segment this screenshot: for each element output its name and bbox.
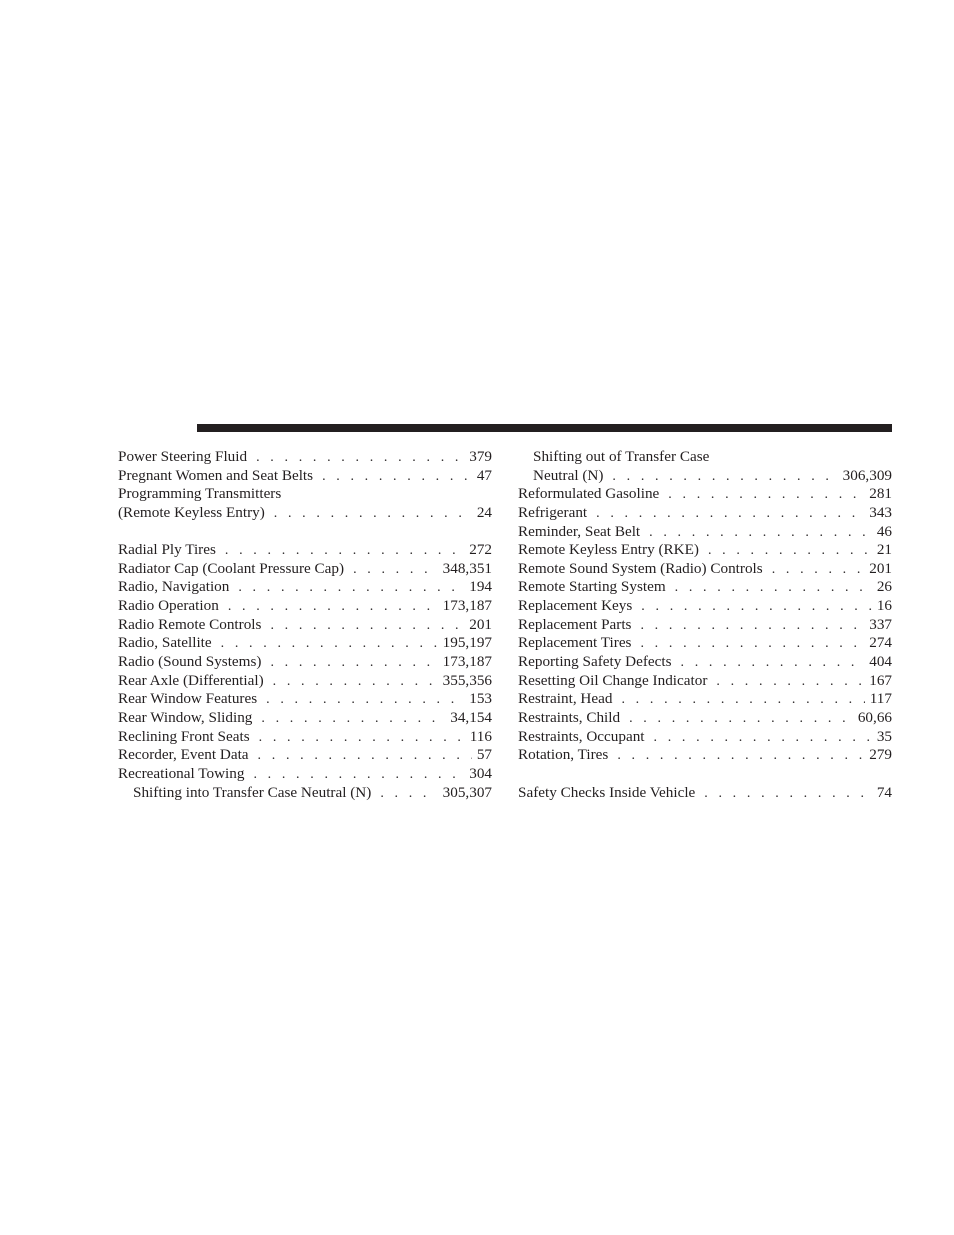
index-term: Power Steering Fluid [118, 448, 248, 465]
page-number: 194 [469, 578, 492, 596]
index-term: Recreational Towing [118, 764, 245, 782]
index-entry [518, 560, 892, 579]
index-term: Reminder, Seat Belt [518, 522, 641, 540]
dot-leader [253, 766, 464, 785]
index-entry [518, 653, 892, 672]
index-entry [518, 784, 892, 803]
dot-leader [353, 561, 438, 580]
dot-leader [641, 598, 872, 617]
page-number: 57 [476, 746, 492, 764]
page-number: 304 [469, 764, 492, 782]
page-number: 201 [869, 559, 892, 577]
index-entry [118, 485, 492, 504]
dot-leader [640, 617, 864, 636]
dot-leader [221, 635, 438, 654]
index-entry [518, 467, 892, 486]
header-rule [197, 424, 892, 432]
index-entry [118, 690, 492, 709]
index-entry [518, 597, 892, 616]
index-entry [518, 504, 892, 523]
page-number: 348,351 [442, 559, 492, 577]
index-entry [518, 709, 892, 728]
dot-leader [238, 579, 464, 598]
index-term: Resetting Oil Change Indicator [518, 671, 708, 689]
index-term: Refrigerant [518, 503, 588, 521]
page-number: 343 [869, 503, 892, 521]
dot-leader [270, 654, 437, 673]
page-number: 60,66 [857, 708, 892, 726]
section-gap [518, 765, 892, 784]
index-term: Shifting out of Transfer Case [533, 448, 710, 465]
page-number: 46 [876, 522, 892, 540]
index-term: Reclining Front Seats [118, 727, 250, 745]
index-entry [118, 578, 492, 597]
dot-leader [273, 673, 438, 692]
page-number: 337 [869, 615, 892, 633]
dot-leader [704, 785, 872, 804]
index-term: Rotation, Tires [518, 746, 609, 764]
index-entry [118, 504, 492, 523]
dot-leader [322, 468, 472, 487]
index-term: Radio Remote Controls [118, 615, 262, 633]
index-term: Radio, Satellite [118, 634, 212, 652]
page-number: 279 [869, 746, 892, 764]
index-column-left [118, 448, 492, 802]
index-term: Restraints, Occupant [518, 727, 645, 745]
index-term: Radio (Sound Systems) [118, 653, 262, 671]
index-term: Rear Axle (Differential) [118, 671, 264, 689]
index-term: Remote Keyless Entry (RKE) [518, 541, 699, 559]
index-entry [518, 690, 892, 709]
page-number: 355,356 [442, 671, 492, 689]
index-entry [518, 672, 892, 691]
page-number: 16 [876, 597, 892, 615]
index-term: Radio Operation [118, 597, 219, 615]
index-term: Rear Window Features [118, 690, 258, 708]
index-term: Reporting Safety Defects [518, 653, 672, 671]
page-number: 404 [869, 653, 892, 671]
page-number: 379 [469, 448, 492, 465]
index-term: Restraints, Child [518, 708, 621, 726]
page-number: 274 [869, 634, 892, 652]
index-entry [518, 578, 892, 597]
page-number: 201 [469, 615, 492, 633]
index-term: Rear Window, Sliding [118, 708, 253, 726]
page-number: 173,187 [442, 653, 492, 671]
index-entry [518, 523, 892, 542]
page-number: 153 [469, 690, 492, 708]
page-number: 167 [869, 671, 892, 689]
page-number: 281 [869, 485, 892, 503]
page-number: 272 [469, 541, 492, 559]
index-term: Shifting into Transfer Case Neutral (N) [133, 783, 372, 801]
dot-leader [716, 673, 864, 692]
index-term: Radial Ply Tires [118, 541, 216, 559]
index-term: Safety Checks Inside Vehicle [518, 783, 696, 801]
index-term: Radio, Navigation [118, 578, 230, 596]
index-entry [118, 709, 492, 728]
page-number: 173,187 [442, 597, 492, 615]
dot-leader [596, 505, 864, 524]
index-entry [118, 597, 492, 616]
page-number: 26 [876, 578, 892, 596]
index-entry [118, 784, 492, 803]
page-number: 306,309 [842, 466, 892, 484]
page-number: 21 [876, 541, 892, 559]
index-entry [118, 672, 492, 691]
dot-leader [772, 561, 865, 580]
index-term: Remote Sound System (Radio) Controls [518, 559, 763, 577]
index-entry [118, 467, 492, 486]
dot-leader [629, 710, 853, 729]
section-gap [118, 523, 492, 542]
index-entry [118, 560, 492, 579]
index-term: Recorder, Event Data [118, 746, 249, 764]
index-entry [518, 485, 892, 504]
dot-leader [270, 617, 464, 636]
index-entry [518, 541, 892, 560]
index-term: Pregnant Women and Seat Belts [118, 466, 314, 484]
dot-leader [261, 710, 445, 729]
page-number: 34,154 [450, 708, 492, 726]
dot-leader [654, 729, 872, 748]
index-entry [518, 728, 892, 747]
dot-leader [266, 691, 464, 710]
dot-leader [675, 579, 872, 598]
dot-leader [259, 729, 465, 748]
page-number: 116 [469, 727, 492, 745]
page-number: 117 [869, 690, 892, 708]
dot-leader [649, 524, 872, 543]
page-number: 47 [476, 466, 492, 484]
index-entry [118, 728, 492, 747]
dot-leader [612, 468, 837, 487]
dot-leader [256, 449, 464, 468]
dot-leader [708, 542, 872, 561]
index-entry [118, 634, 492, 653]
index-term: Replacement Tires [518, 634, 632, 652]
index-term: Reformulated Gasoline [518, 485, 660, 503]
index-entry [118, 541, 492, 560]
index-entry [118, 616, 492, 635]
index-term: Restraint, Head [518, 690, 613, 708]
index-column-right [518, 448, 892, 802]
dot-leader [668, 486, 864, 505]
index-entry [118, 765, 492, 784]
dot-leader [640, 635, 864, 654]
dot-leader [274, 505, 472, 524]
dot-leader [681, 654, 865, 673]
page-number: 195,197 [442, 634, 492, 652]
index-term: Remote Starting System [518, 578, 666, 596]
dot-leader [225, 542, 464, 561]
dot-leader [380, 785, 437, 804]
page-number: 24 [476, 503, 492, 521]
dot-leader [617, 747, 864, 766]
index-entry [118, 746, 492, 765]
index-entry [518, 746, 892, 765]
index-entry [118, 448, 492, 467]
page-number: 305,307 [442, 783, 492, 801]
index-entry [518, 634, 892, 653]
index-entry [518, 448, 892, 467]
index-term: Replacement Keys [518, 597, 633, 615]
dot-leader [258, 747, 472, 766]
index-entry [118, 653, 492, 672]
index-entry [518, 616, 892, 635]
index-term: Radiator Cap (Coolant Pressure Cap) [118, 559, 345, 577]
index-term: Neutral (N) [533, 466, 604, 484]
index-term: Programming Transmitters [118, 485, 282, 503]
index-term: Replacement Parts [518, 615, 632, 633]
page-number: 74 [876, 783, 892, 801]
dot-leader [228, 598, 438, 617]
dot-leader [621, 691, 864, 710]
page-number: 35 [876, 727, 892, 745]
index-term: (Remote Keyless Entry) [118, 503, 265, 521]
